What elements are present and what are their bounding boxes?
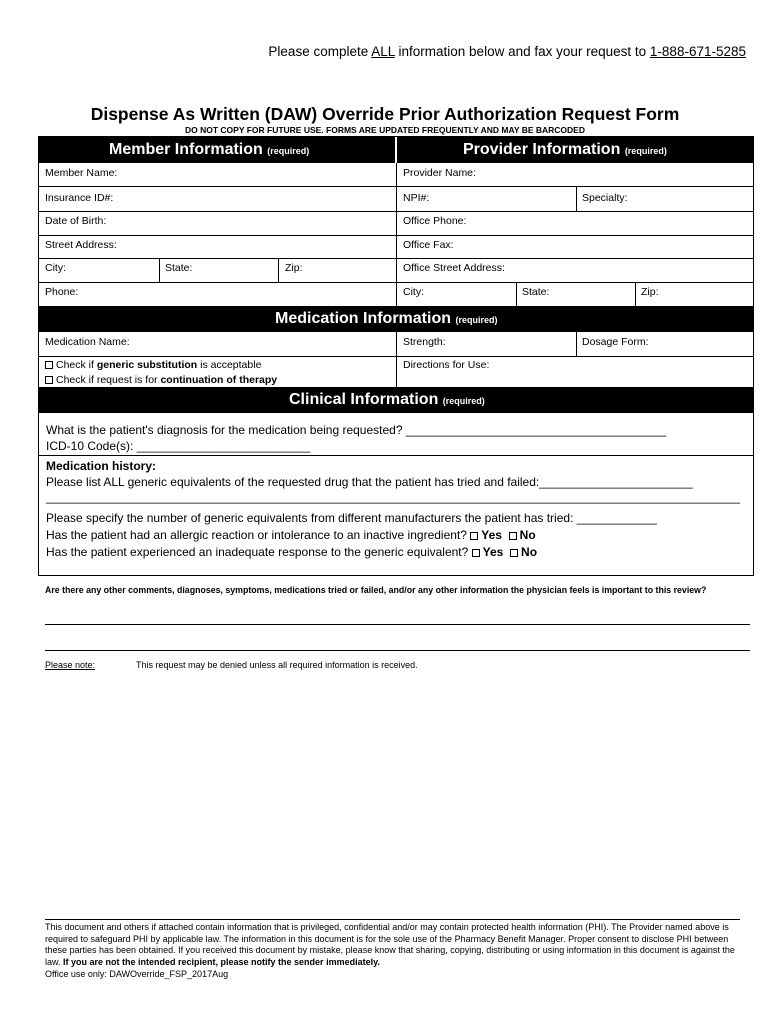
yes-checkbox-icon[interactable]: [470, 532, 478, 540]
no-checkbox-icon[interactable]: [509, 532, 517, 540]
provider-zip-field[interactable]: Zip:: [641, 286, 659, 298]
form-notice: DO NOT COPY FOR FUTURE USE. FORMS ARE UPDATED FREQUENTLY AND MAY BE BARCODED: [184, 125, 585, 135]
checkbox-icon[interactable]: [45, 361, 53, 369]
comments-prompt: Are there any other comments, diagnoses, symptoms, medications tried or failed, and/or any other information the physician feels is important to this review?: [45, 585, 707, 595]
no-checkbox-icon[interactable]: [510, 549, 518, 557]
inadequate-question: Has the patient experienced an inadequate response to the generic equivalent? Yes No: [46, 545, 538, 559]
office-fax-field[interactable]: Office Fax:: [403, 239, 454, 251]
diagnosis-question[interactable]: What is the patient's diagnosis for the medication being requested? _______________________________________: [46, 423, 667, 437]
office-street-field[interactable]: Office Street Address:: [403, 262, 505, 274]
request-form: [38, 136, 754, 576]
medication-info-header: Medication Information (required): [39, 306, 753, 332]
member-city-field[interactable]: City:: [45, 262, 66, 274]
continuation-therapy-checkbox[interactable]: Check if request is for continuation of therapy: [45, 374, 277, 386]
strength-field[interactable]: Strength:: [403, 336, 446, 348]
please-note-label: Please note:: [45, 660, 96, 670]
provider-info-header: Provider Information (required): [397, 137, 753, 163]
member-info-header: Member Information (required): [39, 137, 395, 163]
medication-heading: Medication Information: [275, 310, 451, 327]
provider-state-field[interactable]: State:: [522, 286, 550, 298]
provider-heading: Provider Information: [463, 141, 621, 158]
generics-tried-field[interactable]: Please list ALL generic equivalents of the requested drug that the patient has tried and failed:_______________________: [46, 475, 693, 489]
form-title: Dispense As Written (DAW) Override Prior Authorization Request Form: [90, 104, 680, 124]
insurance-id-field[interactable]: Insurance ID#:: [45, 192, 114, 204]
member-phone-field[interactable]: Phone:: [45, 286, 79, 298]
checkbox-icon[interactable]: [45, 376, 53, 384]
clinical-info-header: Clinical Information (required): [39, 387, 753, 413]
member-zip-field[interactable]: Zip:: [285, 262, 303, 274]
please-note-text: This request may be denied unless all required information is received.: [136, 660, 418, 670]
medication-history-heading: Medication history:: [46, 459, 157, 473]
icd10-field[interactable]: ICD-10 Code(s): __________________________: [46, 439, 311, 453]
fax-all-emphasis: ALL: [371, 44, 395, 59]
generic-substitution-checkbox[interactable]: Check if generic substitution is acceptable: [45, 359, 261, 371]
directions-field[interactable]: Directions for Use:: [403, 359, 490, 371]
fax-instruction: Please complete ALL information below and fax your request to 1-888-671-5285: [268, 44, 746, 59]
fax-number: 1-888-671-5285: [649, 44, 746, 59]
dosage-form-field[interactable]: Dosage Form:: [582, 336, 649, 348]
footer-divider: [45, 919, 740, 920]
office-use-label: Office use only: DAWOverride_FSP_2017Aug: [45, 969, 229, 979]
comments-line-2[interactable]: [45, 650, 750, 651]
member-name-field[interactable]: Member Name:: [45, 167, 118, 179]
provider-city-field[interactable]: City:: [403, 286, 424, 298]
member-heading: Member Information: [109, 141, 263, 158]
street-address-field[interactable]: Street Address:: [45, 239, 117, 251]
provider-name-field[interactable]: Provider Name:: [403, 167, 476, 179]
dob-field[interactable]: Date of Birth:: [45, 215, 107, 227]
yes-checkbox-icon[interactable]: [472, 549, 480, 557]
member-state-field[interactable]: State:: [165, 262, 193, 274]
medication-name-field[interactable]: Medication Name:: [45, 336, 130, 348]
comments-line-1[interactable]: [45, 624, 750, 625]
footer-disclaimer: This document and others if attached contain information that is privileged, confidential and/or may contain protected health information (PHI). The Provider named above is required to safeguard PHI by applicable law. The information in this document is for the sole use of the Pharmacy Benefit Manager. Proper consent to disclose PHI between these parties has been obtained. If you received this document by mistake, please know that sharing, copying, distributing or using information in this document is against the law. If you are not the intended recipient, please notify the sender immediately.: [45, 922, 735, 967]
generics-blank-line[interactable]: ________________________________________________________________________________________________________: [46, 490, 741, 504]
npi-field[interactable]: NPI#:: [403, 192, 430, 204]
office-phone-field[interactable]: Office Phone:: [403, 215, 467, 227]
specialty-field[interactable]: Specialty:: [582, 192, 628, 204]
num-generics-field[interactable]: Please specify the number of generic equivalents from different manufacturers the patient has tried: ____________: [46, 511, 657, 525]
clinical-heading: Clinical Information: [289, 391, 439, 408]
allergic-question: Has the patient had an allergic reaction or intolerance to an inactive ingredient? Yes No: [46, 528, 536, 542]
